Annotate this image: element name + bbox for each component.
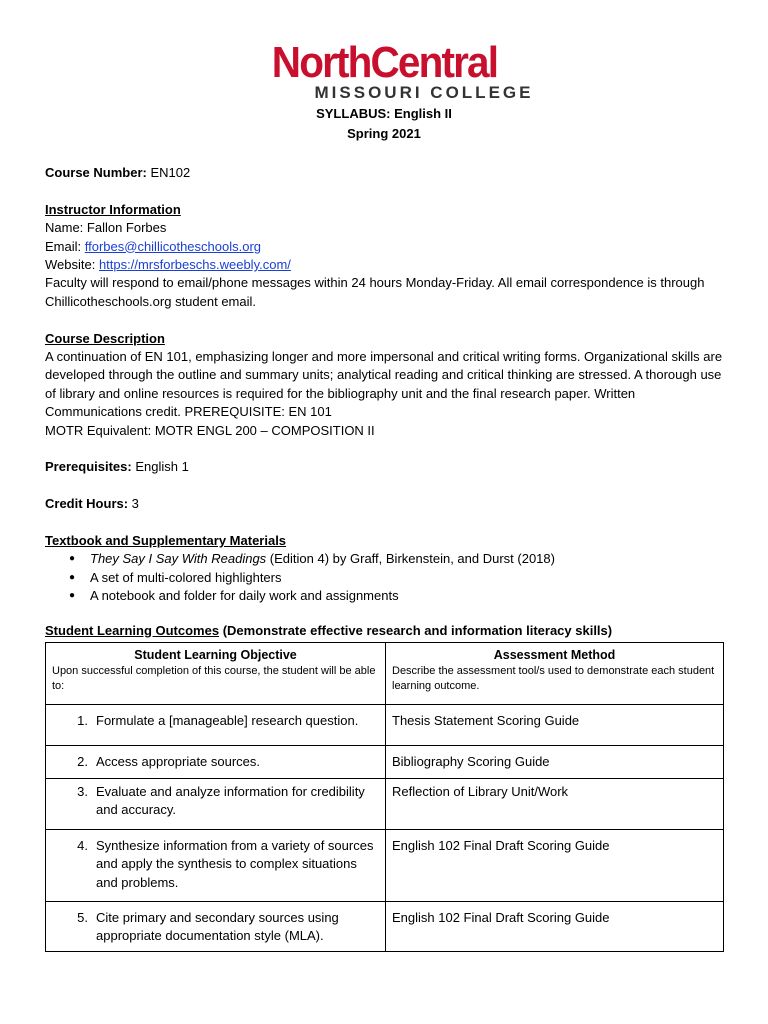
instructor-name: Name: Fallon Forbes bbox=[45, 220, 167, 236]
row-number: 4. bbox=[77, 838, 88, 854]
prerequisites-label: Prerequisites: bbox=[45, 459, 132, 475]
book-details: (Edition 4) by Graff, Birkenstein, and Durst (2018) bbox=[266, 551, 555, 567]
table-row bbox=[46, 779, 724, 830]
book-title: They Say I Say With Readings bbox=[90, 551, 267, 567]
credit-hours-label: Credit Hours: bbox=[45, 496, 129, 512]
table-row bbox=[46, 705, 724, 746]
table-header-row bbox=[46, 643, 724, 705]
course-number-value: EN102 bbox=[146, 165, 191, 180]
row-objective: Cite primary and secondary sources using appropriate documentation style (MLA). bbox=[96, 910, 339, 944]
row-objective: Formulate a [manageable] research question. bbox=[96, 713, 359, 729]
row-method: English 102 Final Draft Scoring Guide bbox=[386, 830, 724, 902]
outcomes-heading bbox=[45, 622, 725, 640]
prerequisites-value: English 1 bbox=[131, 459, 189, 475]
college-logo-subtitle: MISSOURI COLLEGE bbox=[314, 83, 534, 102]
outcomes-heading-title: Student Learning Outcomes bbox=[45, 622, 220, 638]
row-number: 2. bbox=[77, 754, 88, 770]
email-label: Email: bbox=[45, 238, 85, 254]
method-header-cell bbox=[386, 643, 724, 705]
credit-hours-value: 3 bbox=[128, 496, 139, 512]
row-objective: Synthesize information from a variety of sources and apply the synthesis to complex situations and problems. bbox=[96, 838, 374, 890]
objective-header-cell bbox=[46, 643, 386, 705]
table-row bbox=[46, 830, 724, 902]
instructor-website bbox=[45, 256, 725, 274]
college-logo-wordmark: NorthCentral bbox=[271, 38, 497, 87]
motr-equivalent: MOTR Equivalent: MOTR ENGL 200 – COMPOSITION II bbox=[45, 422, 375, 438]
credit-hours bbox=[45, 495, 725, 513]
course-number-label: Course Number: bbox=[45, 165, 147, 180]
instructor-note: Faculty will respond to email/phone messages within 24 hours Monday-Friday. All email correspondence is through Chillicotheschools.org student email. bbox=[45, 275, 705, 309]
row-number: 1. bbox=[77, 713, 88, 729]
row-method: Thesis Statement Scoring Guide bbox=[386, 705, 724, 746]
syllabus-body bbox=[45, 164, 725, 952]
course-description-heading: Course Description bbox=[45, 330, 165, 346]
row-number: 3. bbox=[77, 784, 88, 800]
row-method: Reflection of Library Unit/Work bbox=[386, 779, 724, 830]
list-item: ● A set of multi-colored highlighters bbox=[45, 569, 725, 587]
document-header bbox=[0, 40, 768, 144]
objective-column-subtitle: Upon successful completion of this course, the student will be able to: bbox=[52, 665, 376, 693]
instructor-email bbox=[45, 238, 725, 256]
table-row bbox=[46, 746, 724, 779]
website-link[interactable]: https://mrsforbeschs.weebly.com/ bbox=[98, 257, 291, 273]
row-method: Bibliography Scoring Guide bbox=[386, 746, 724, 779]
prerequisites bbox=[45, 458, 725, 476]
term: Spring 2021 bbox=[347, 126, 421, 141]
materials-heading: Textbook and Supplementary Materials bbox=[45, 533, 287, 549]
row-objective: Evaluate and analyze information for credibility and accuracy. bbox=[96, 784, 365, 818]
row-method: English 102 Final Draft Scoring Guide bbox=[386, 902, 724, 952]
website-label: Website: bbox=[45, 257, 99, 273]
syllabus-title: SYLLABUS: English II bbox=[316, 106, 452, 121]
method-column-subtitle: Describe the assessment tool/s used to demonstrate each student learning outcome. bbox=[392, 665, 715, 693]
materials-list bbox=[45, 550, 725, 605]
row-number: 5. bbox=[77, 910, 88, 926]
outcomes-table bbox=[45, 642, 724, 952]
list-item: ● A notebook and folder for daily work and assignments bbox=[45, 587, 725, 605]
outcomes-heading-subtitle: (Demonstrate effective research and information literacy skills) bbox=[219, 622, 613, 638]
list-item bbox=[45, 550, 725, 568]
instructor-heading: Instructor Information bbox=[45, 201, 181, 217]
course-description-text: A continuation of EN 101, emphasizing longer and more impersonal and critical writing forms. Organizational skills are developed through the outline and summary units; analytical reading and critical thinking are stressed. A thorough use of library and online resources is required for the bibliography unit and the final research paper. Written Communications credit. PREREQUISITE: EN 101 bbox=[45, 349, 723, 420]
row-objective: Access appropriate sources. bbox=[96, 754, 261, 770]
email-link[interactable]: fforbes@chillicotheschools.org bbox=[84, 238, 262, 254]
course-number bbox=[45, 164, 725, 182]
method-column-title: Assessment Method bbox=[493, 648, 616, 663]
table-row bbox=[46, 902, 724, 952]
objective-column-title: Student Learning Objective bbox=[134, 648, 297, 663]
